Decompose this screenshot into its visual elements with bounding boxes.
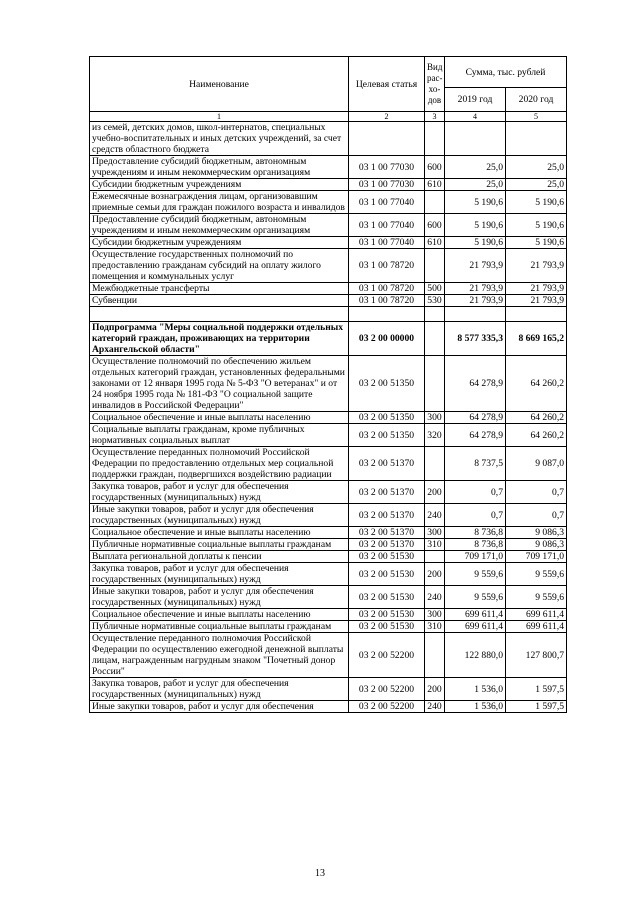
row-sum-2020-cell: 25,0 bbox=[506, 179, 567, 191]
row-expense-type-cell bbox=[425, 551, 445, 563]
row-target-article-cell: 03 2 00 51530 bbox=[349, 563, 425, 586]
page-number: 13 bbox=[315, 868, 325, 879]
row-name-cell: Подпрограмма "Меры социальной поддержки отдельных категорий граждан, проживающих на территории Архангельской области" bbox=[90, 322, 349, 356]
header-name: Наименование bbox=[90, 57, 349, 112]
row-expense-type-cell bbox=[425, 191, 445, 214]
row-sum-2020-cell: 127 800,7 bbox=[506, 633, 567, 678]
row-sum-2020-cell: 9 559,6 bbox=[506, 563, 567, 586]
row-name-cell: Социальное обеспечение и иные выплаты населению bbox=[90, 412, 349, 424]
row-expense-type-cell: 600 bbox=[425, 214, 445, 237]
row-expense-type-cell: 310 bbox=[425, 621, 445, 633]
table-row bbox=[90, 295, 567, 307]
row-sum-2020-cell: 21 793,9 bbox=[506, 295, 567, 307]
row-sum-2020-cell: 8 669 165,2 bbox=[506, 322, 567, 356]
column-index-row bbox=[90, 112, 567, 122]
row-target-article-cell: 03 1 00 78720 bbox=[349, 295, 425, 307]
row-name-cell: Осуществление переданного полномочия Российской Федерации по осуществлению ежегодной денежной выплаты лицам, награжденным нагрудным знаком "Почетный донор России" bbox=[90, 633, 349, 678]
row-sum-2019-cell: 699 611,4 bbox=[445, 621, 506, 633]
row-target-article-cell: 03 1 00 78720 bbox=[349, 249, 425, 283]
row-sum-2019-cell: 64 278,9 bbox=[445, 412, 506, 424]
row-sum-2019-cell: 0,7 bbox=[445, 481, 506, 504]
row-sum-2020-cell: 5 190,6 bbox=[506, 214, 567, 237]
row-sum-2020-cell: 5 190,6 bbox=[506, 237, 567, 249]
row-expense-type-cell: 240 bbox=[425, 504, 445, 527]
row-name-cell: Закупка товаров, работ и услуг для обеспечения государственных (муниципальных) нужд bbox=[90, 563, 349, 586]
row-target-article-cell: 03 1 00 77030 bbox=[349, 179, 425, 191]
table-row bbox=[90, 237, 567, 249]
row-sum-2019-cell: 1 536,0 bbox=[445, 678, 506, 701]
row-expense-type-cell: 610 bbox=[425, 179, 445, 191]
row-sum-2019-cell: 9 559,6 bbox=[445, 563, 506, 586]
row-name-cell: Социальные выплаты гражданам, кроме публичных нормативных социальных выплат bbox=[90, 424, 349, 447]
row-target-article-cell: 03 2 00 51370 bbox=[349, 481, 425, 504]
row-name-cell: Публичные нормативные социальные выплаты гражданам bbox=[90, 539, 349, 551]
row-sum-2019-cell: 21 793,9 bbox=[445, 249, 506, 283]
row-target-article-cell: 03 2 00 52200 bbox=[349, 633, 425, 678]
header-year-2019: 2019 год bbox=[445, 88, 506, 112]
row-target-article-cell: 03 1 00 77030 bbox=[349, 156, 425, 179]
row-name-cell: Иные закупки товаров, работ и услуг для обеспечения государственных (муниципальных) нужд bbox=[90, 504, 349, 527]
row-name-cell: Социальное обеспечение и иные выплаты населению bbox=[90, 527, 349, 539]
row-sum-2020-cell: 64 260,2 bbox=[506, 412, 567, 424]
table-row bbox=[90, 609, 567, 621]
row-name-cell: Предоставление субсидий бюджетным, автономным учреждениям и иным некоммерческим организациям bbox=[90, 156, 349, 179]
table-row bbox=[90, 424, 567, 447]
row-expense-type-cell bbox=[425, 633, 445, 678]
table-row bbox=[90, 447, 567, 481]
row-target-article-cell: 03 2 00 51530 bbox=[349, 586, 425, 609]
row-target-article-cell: 03 2 00 00000 bbox=[349, 322, 425, 356]
table-row bbox=[90, 701, 567, 713]
row-name-cell: Субвенции bbox=[90, 295, 349, 307]
row-target-article-cell: 03 2 00 51530 bbox=[349, 551, 425, 563]
row-name-cell: Предоставление субсидий бюджетным, автономным учреждениям и иным некоммерческим организациям bbox=[90, 214, 349, 237]
table-header bbox=[90, 57, 567, 122]
row-expense-type-cell: 240 bbox=[425, 586, 445, 609]
row-sum-2019-cell: 25,0 bbox=[445, 179, 506, 191]
row-name-cell: Межбюджетные трансферты bbox=[90, 283, 349, 295]
row-target-article-cell bbox=[349, 307, 425, 322]
row-sum-2020-cell: 9 086,3 bbox=[506, 539, 567, 551]
table-row bbox=[90, 586, 567, 609]
row-sum-2019-cell: 25,0 bbox=[445, 156, 506, 179]
table-row bbox=[90, 412, 567, 424]
row-sum-2020-cell: 64 260,2 bbox=[506, 424, 567, 447]
row-sum-2019-cell: 8 736,8 bbox=[445, 527, 506, 539]
table-body bbox=[90, 122, 567, 713]
row-target-article-cell: 03 2 00 51350 bbox=[349, 424, 425, 447]
row-sum-2019-cell: 5 190,6 bbox=[445, 237, 506, 249]
row-name-cell: Иные закупки товаров, работ и услуг для обеспечения bbox=[90, 701, 349, 713]
row-name-cell: Осуществление переданных полномочий Российской Федерации по предоставлению отдельных мер социальной поддержки граждан, подвергшихся воздействию радиации bbox=[90, 447, 349, 481]
row-expense-type-cell bbox=[425, 356, 445, 412]
row-sum-2020-cell: 21 793,9 bbox=[506, 283, 567, 295]
row-expense-type-cell: 200 bbox=[425, 678, 445, 701]
table-row bbox=[90, 156, 567, 179]
table-row bbox=[90, 191, 567, 214]
row-target-article-cell: 03 2 00 51530 bbox=[349, 621, 425, 633]
row-expense-type-cell: 530 bbox=[425, 295, 445, 307]
row-target-article-cell: 03 1 00 77040 bbox=[349, 237, 425, 249]
row-target-article-cell: 03 2 00 52200 bbox=[349, 701, 425, 713]
subprogram-row bbox=[90, 322, 567, 356]
row-sum-2019-cell: 699 611,4 bbox=[445, 609, 506, 621]
row-sum-2020-cell: 699 611,4 bbox=[506, 621, 567, 633]
row-name-cell: Выплата региональной доплаты к пенсии bbox=[90, 551, 349, 563]
row-sum-2019-cell: 709 171,0 bbox=[445, 551, 506, 563]
row-expense-type-cell: 240 bbox=[425, 701, 445, 713]
row-target-article-cell: 03 2 00 51370 bbox=[349, 527, 425, 539]
row-sum-2020-cell: 9 559,6 bbox=[506, 586, 567, 609]
column-index: 2 bbox=[349, 112, 425, 122]
row-expense-type-cell bbox=[425, 122, 445, 156]
row-sum-2020-cell: 1 597,5 bbox=[506, 701, 567, 713]
table-row bbox=[90, 527, 567, 539]
table-row bbox=[90, 307, 567, 322]
row-sum-2020-cell: 5 190,6 bbox=[506, 191, 567, 214]
row-expense-type-cell: 310 bbox=[425, 539, 445, 551]
table-row bbox=[90, 678, 567, 701]
row-name-cell bbox=[90, 307, 349, 322]
header-target-article: Целевая статья bbox=[349, 57, 425, 112]
row-expense-type-cell: 300 bbox=[425, 609, 445, 621]
row-sum-2020-cell bbox=[506, 122, 567, 156]
header-sum-group: Сумма, тыс. рублей bbox=[445, 57, 567, 88]
table-row bbox=[90, 214, 567, 237]
table-row bbox=[90, 504, 567, 527]
table-row bbox=[90, 179, 567, 191]
row-expense-type-cell: 610 bbox=[425, 237, 445, 249]
row-sum-2019-cell: 0,7 bbox=[445, 504, 506, 527]
row-sum-2019-cell: 8 736,8 bbox=[445, 539, 506, 551]
table-row bbox=[90, 539, 567, 551]
row-target-article-cell: 03 2 00 51530 bbox=[349, 609, 425, 621]
row-sum-2020-cell: 9 087,0 bbox=[506, 447, 567, 481]
table-row bbox=[90, 563, 567, 586]
row-sum-2019-cell: 8 577 335,3 bbox=[445, 322, 506, 356]
table-row bbox=[90, 122, 567, 156]
row-sum-2019-cell: 8 737,5 bbox=[445, 447, 506, 481]
row-sum-2020-cell: 1 597,5 bbox=[506, 678, 567, 701]
row-target-article-cell: 03 2 00 51350 bbox=[349, 412, 425, 424]
row-sum-2020-cell: 9 086,3 bbox=[506, 527, 567, 539]
table-row bbox=[90, 551, 567, 563]
row-sum-2020-cell: 709 171,0 bbox=[506, 551, 567, 563]
column-index: 1 bbox=[90, 112, 349, 122]
row-sum-2020-cell: 0,7 bbox=[506, 504, 567, 527]
budget-table bbox=[89, 56, 567, 713]
row-expense-type-cell: 300 bbox=[425, 412, 445, 424]
row-sum-2019-cell: 1 536,0 bbox=[445, 701, 506, 713]
row-sum-2020-cell: 25,0 bbox=[506, 156, 567, 179]
row-sum-2019-cell: 122 880,0 bbox=[445, 633, 506, 678]
row-name-cell: Ежемесячные вознаграждения лицам, организовавшим приемные семьи для граждан пожилого возраста и инвалидов bbox=[90, 191, 349, 214]
table-row bbox=[90, 356, 567, 412]
row-sum-2019-cell: 21 793,9 bbox=[445, 283, 506, 295]
column-index: 5 bbox=[506, 112, 567, 122]
row-sum-2020-cell: 21 793,9 bbox=[506, 249, 567, 283]
column-index: 4 bbox=[445, 112, 506, 122]
row-target-article-cell: 03 2 00 51350 bbox=[349, 356, 425, 412]
table-row bbox=[90, 283, 567, 295]
row-name-cell: Осуществление полномочий по обеспечению жильем отдельных категорий граждан, установленных федеральными законами от 12 января 1995 года № 5-ФЗ "О ветеранах" и от 24 ноября 1995 года № 181-ФЗ "О социальной защите инвалидов в Российской Федерации" bbox=[90, 356, 349, 412]
row-name-cell: Осуществление государственных полномочий по предоставлению гражданам субсидий на оплату жилого помещения и коммунальных услуг bbox=[90, 249, 349, 283]
row-sum-2019-cell bbox=[445, 122, 506, 156]
row-expense-type-cell: 500 bbox=[425, 283, 445, 295]
row-target-article-cell: 03 2 00 51370 bbox=[349, 539, 425, 551]
row-name-cell: Публичные нормативные социальные выплаты гражданам bbox=[90, 621, 349, 633]
row-sum-2019-cell: 5 190,6 bbox=[445, 214, 506, 237]
row-sum-2019-cell: 9 559,6 bbox=[445, 586, 506, 609]
header-expense-type: Вид рас-хо-дов bbox=[425, 57, 445, 112]
row-target-article-cell: 03 1 00 77040 bbox=[349, 214, 425, 237]
row-expense-type-cell: 600 bbox=[425, 156, 445, 179]
row-expense-type-cell bbox=[425, 322, 445, 356]
row-sum-2019-cell: 21 793,9 bbox=[445, 295, 506, 307]
table-row bbox=[90, 249, 567, 283]
row-target-article-cell: 03 1 00 77040 bbox=[349, 191, 425, 214]
row-sum-2019-cell: 5 190,6 bbox=[445, 191, 506, 214]
row-sum-2020-cell: 699 611,4 bbox=[506, 609, 567, 621]
row-expense-type-cell bbox=[425, 307, 445, 322]
row-name-cell: Иные закупки товаров, работ и услуг для обеспечения государственных (муниципальных) нужд bbox=[90, 586, 349, 609]
row-target-article-cell bbox=[349, 122, 425, 156]
row-target-article-cell: 03 1 00 78720 bbox=[349, 283, 425, 295]
row-sum-2020-cell bbox=[506, 307, 567, 322]
row-expense-type-cell: 300 bbox=[425, 527, 445, 539]
row-name-cell: Закупка товаров, работ и услуг для обеспечения государственных (муниципальных) нужд bbox=[90, 481, 349, 504]
header-year-2020: 2020 год bbox=[506, 88, 567, 112]
row-expense-type-cell bbox=[425, 447, 445, 481]
row-name-cell: из семей, детских домов, школ-интернатов, специальных учебно-воспитательных и иных детских учреждений, за счет средств областного бюджета bbox=[90, 122, 349, 156]
row-expense-type-cell: 320 bbox=[425, 424, 445, 447]
row-sum-2020-cell: 64 260,2 bbox=[506, 356, 567, 412]
row-name-cell: Субсидии бюджетным учреждениям bbox=[90, 179, 349, 191]
row-expense-type-cell: 200 bbox=[425, 481, 445, 504]
row-sum-2019-cell bbox=[445, 307, 506, 322]
table-row bbox=[90, 481, 567, 504]
row-sum-2019-cell: 64 278,9 bbox=[445, 356, 506, 412]
row-target-article-cell: 03 2 00 52200 bbox=[349, 678, 425, 701]
row-name-cell: Субсидии бюджетным учреждениям bbox=[90, 237, 349, 249]
row-sum-2020-cell: 0,7 bbox=[506, 481, 567, 504]
row-name-cell: Закупка товаров, работ и услуг для обеспечения государственных (муниципальных) нужд bbox=[90, 678, 349, 701]
row-name-cell: Социальное обеспечение и иные выплаты населению bbox=[90, 609, 349, 621]
table-row bbox=[90, 633, 567, 678]
column-index: 3 bbox=[425, 112, 445, 122]
row-expense-type-cell bbox=[425, 249, 445, 283]
row-target-article-cell: 03 2 00 51370 bbox=[349, 447, 425, 481]
table-row bbox=[90, 621, 567, 633]
row-expense-type-cell: 200 bbox=[425, 563, 445, 586]
row-sum-2019-cell: 64 278,9 bbox=[445, 424, 506, 447]
row-target-article-cell: 03 2 00 51370 bbox=[349, 504, 425, 527]
